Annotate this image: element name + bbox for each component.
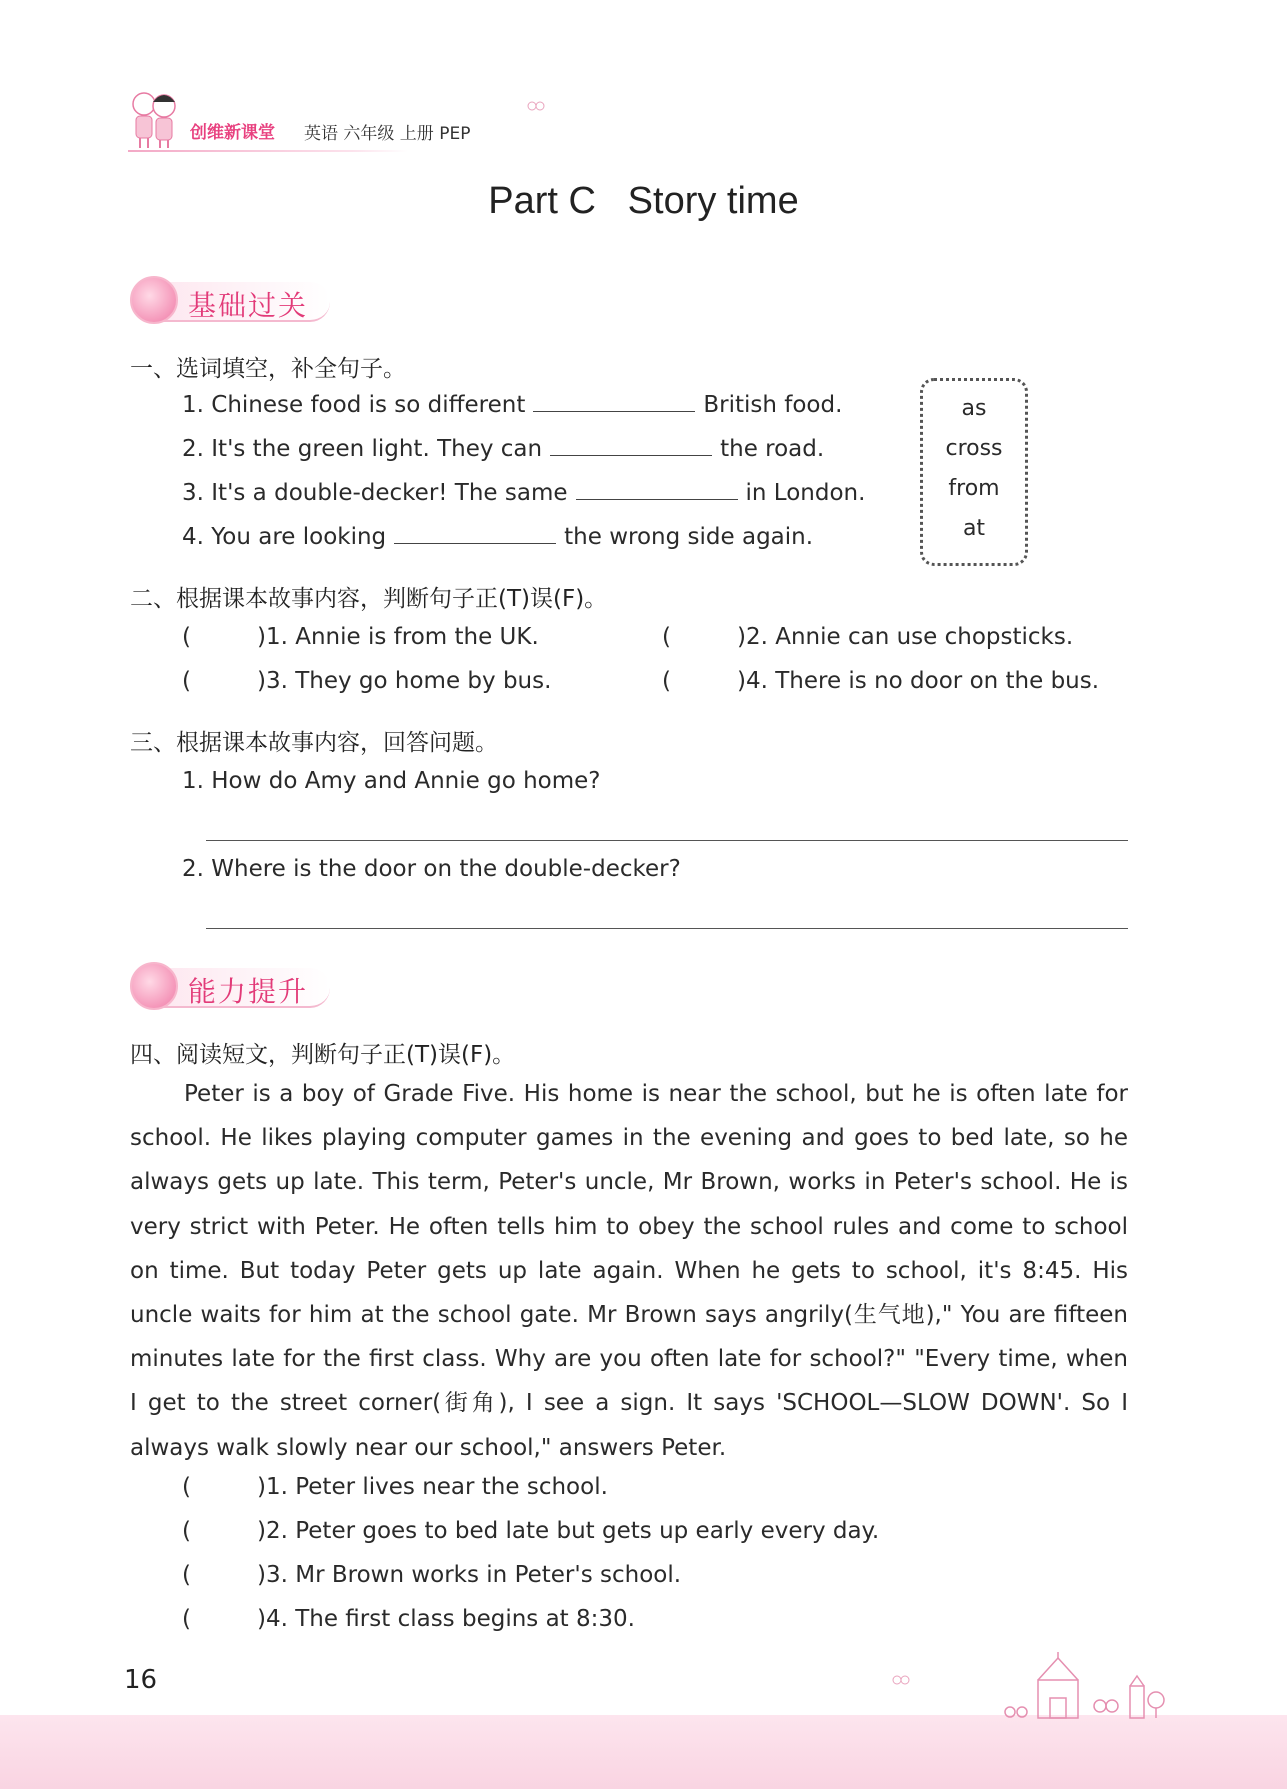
page-header	[128, 88, 498, 152]
true-false-item: ( )2. Annie can use chopsticks.	[662, 624, 1074, 650]
section-title: 能力提升	[188, 975, 309, 1008]
children-mascot-icon	[128, 88, 180, 150]
fill-in-sentence: 2. It's the green light. They can the road.	[182, 436, 825, 462]
page-title: Part C Story time	[488, 180, 799, 222]
word-bank	[920, 378, 1028, 566]
true-false-item: ( )3. They go home by bus.	[182, 668, 552, 694]
footer-band	[0, 1715, 1287, 1789]
mascot-badge-icon	[130, 276, 178, 324]
fill-in-sentence: 4. You are looking the wrong side again.	[182, 524, 814, 550]
question-heading: 一、选词填空，补全句子。	[130, 356, 406, 382]
true-false-item: ( )4. The first class begins at 8:30.	[182, 1606, 635, 1632]
section-title: 基础过关	[188, 289, 309, 322]
true-false-item: ( )1. Annie is from the UK.	[182, 624, 539, 650]
header-divider	[128, 150, 408, 152]
passage-text: Peter is a boy of Grade Five. His home is near the school, but he is often late for school. He likes playing computer games in the evening and goes to bed late, so he always gets up late. This term, Peter's uncle, Mr Brown, works in Peter's school. He is very strict with Peter. He often tells him to obey the school rules and come to school on time. But today Peter gets up late again. When he gets to school, it's 8:45. His uncle waits for him at the school gate. Mr Brown says angrily(生气地)," You are fifteen minutes late for the first class. Why are you often late for school?" "Every time, when I get to the street corner(街角), I see a sign. It says 'SCHOOL—SLOW DOWN'. So I always walk slowly near our school," answers Peter.	[130, 1081, 1128, 1461]
true-false-item: ( )4. There is no door on the bus.	[662, 668, 1100, 694]
question-text: 1. How do Amy and Annie go home?	[182, 768, 601, 794]
word-option: from	[948, 476, 1000, 501]
word-option: at	[962, 516, 986, 541]
true-false-item: ( )3. Mr Brown works in Peter's school.	[182, 1562, 682, 1588]
reading-passage	[130, 1072, 1128, 1470]
question-text: 2. Where is the door on the double-decker?	[182, 856, 681, 882]
section-banner-basic	[130, 272, 350, 324]
answer-blank[interactable]	[576, 481, 738, 500]
fill-in-sentence: 3. It's a double-decker! The same in London.	[182, 480, 866, 506]
mascot-badge-icon	[130, 962, 178, 1010]
brand-name: 创维新课堂	[190, 123, 275, 143]
question-heading: 二、根据课本故事内容，判断句子正(T)误(F)。	[130, 586, 608, 612]
true-false-item: ( )2. Peter goes to bed late but gets up early every day.	[182, 1518, 880, 1544]
fill-in-sentence: 1. Chinese food is so different British food.	[182, 392, 843, 418]
castle-decoration-icon	[990, 1650, 1170, 1720]
word-option: as	[961, 396, 987, 421]
section-banner-advanced	[130, 958, 350, 1010]
question-heading: 四、阅读短文，判断句子正(T)误(F)。	[130, 1042, 516, 1068]
answer-blank[interactable]	[394, 525, 556, 544]
answer-blank[interactable]	[550, 437, 712, 456]
answer-line[interactable]	[206, 840, 1128, 841]
answer-line[interactable]	[206, 928, 1128, 929]
flower-icon	[526, 98, 546, 114]
word-option: cross	[945, 436, 1003, 461]
flower-icon	[890, 1672, 912, 1688]
page-number: 16	[124, 1665, 158, 1695]
book-info: 英语 六年级 上册 PEP	[304, 124, 471, 144]
question-heading: 三、根据课本故事内容，回答问题。	[130, 730, 498, 756]
answer-blank[interactable]	[533, 393, 695, 412]
true-false-item: ( )1. Peter lives near the school.	[182, 1474, 608, 1500]
